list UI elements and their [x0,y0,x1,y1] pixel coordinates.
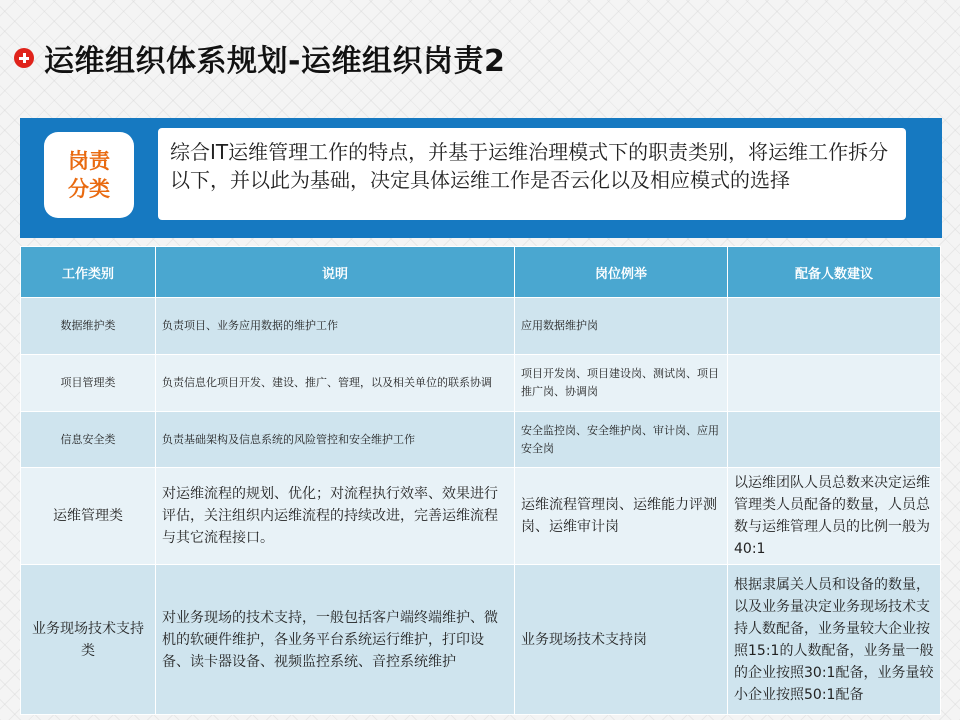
cell-description: 负责基础架构及信息系统的风险管控和安全维护工作 [156,412,515,468]
cell-staffing [728,412,941,468]
cell-work-type: 业务现场技术支持类 [21,565,156,715]
header-positions: 岗位例举 [515,247,728,298]
cell-staffing: 根据隶属关人员和设备的数量，以及业务量决定业务现场技术支持人数配备，业务量较大企业按照15:1的人数配备，业务量一般的企业按照30:1配备，业务量较小企业按照50:1配备 [728,565,941,715]
cell-work-type: 运维管理类 [21,468,156,565]
cell-positions: 安全监控岗、安全维护岗、审计岗、应用安全岗 [515,412,728,468]
cell-work-type: 数据维护类 [21,298,156,355]
cell-positions: 应用数据维护岗 [515,298,728,355]
cell-staffing [728,355,941,412]
title-row [14,36,505,80]
cell-description: 对业务现场的技术支持，一般包括客户端终端维护、微机的软硬件维护，各业务平台系统运行维护，打印设备、读卡器设备、视频监控系统、音控系统维护 [156,565,515,715]
cell-staffing: 以运维团队人员总数来决定运维管理类人员配备的数量，人员总数与运维管理人员的比例一般为40:1 [728,468,941,565]
header-staffing: 配备人数建议 [728,247,941,298]
category-tag-line-2: 分类 [68,177,110,201]
table-header-row [21,247,941,298]
cell-work-type: 项目管理类 [21,355,156,412]
cell-description: 对运维流程的规划、优化；对流程执行效率、效果进行评估，关注组织内运维流程的持续改进，完善运维流程与其它流程接口。 [156,468,515,565]
table-row [21,468,941,565]
cell-staffing [728,298,941,355]
header-description: 说明 [156,247,515,298]
cell-positions: 项目开发岗、项目建设岗、测试岗、项目推广岗、协调岗 [515,355,728,412]
table-row [21,355,941,412]
page-title: 运维组织体系规划-运维组织岗责2 [44,44,506,79]
plus-icon [14,48,34,68]
table-row [21,412,941,468]
cell-positions: 业务现场技术支持岗 [515,565,728,715]
cell-work-type: 信息安全类 [21,412,156,468]
duty-table [20,246,941,715]
category-tag-line-1: 岗责 [68,149,110,173]
banner-text: 综合IT运维管理工作的特点，并基于运维治理模式下的职责类别，将运维工作拆分以下，并以此为基础，决定具体运维工作是否云化以及相应模式的选择 [158,128,906,220]
cell-positions: 运维流程管理岗、运维能力评测岗、运维审计岗 [515,468,728,565]
intro-banner [20,118,942,238]
category-tag [44,132,134,218]
header-work-type: 工作类别 [21,247,156,298]
cell-description: 负责信息化项目开发、建设、推广、管理，以及相关单位的联系协调 [156,355,515,412]
table-row [21,565,941,715]
table-row [21,298,941,355]
cell-description: 负责项目、业务应用数据的维护工作 [156,298,515,355]
